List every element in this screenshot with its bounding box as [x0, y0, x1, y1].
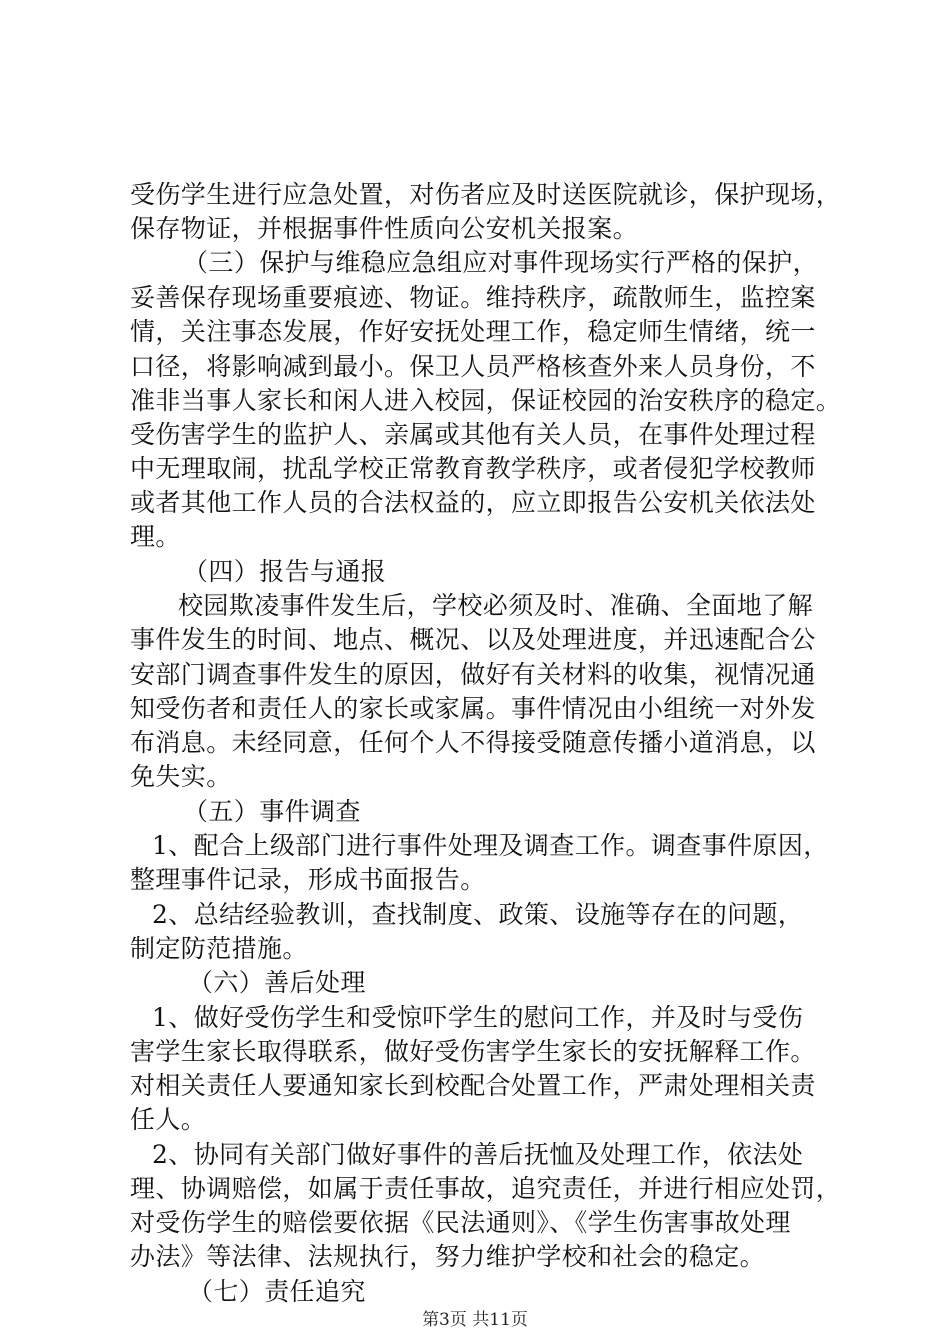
text-line: 事件发生的时间、地点、概况、以及处理进度，并迅速配合公: [130, 625, 816, 654]
text-line: 校园欺凌事件发生后，学校必须及时、准确、全面地了解: [178, 591, 814, 620]
text-line: 整理事件记录，形成书面报告。: [130, 865, 486, 894]
text-line: 保存物证，并根据事件性质向公安机关报案。: [130, 214, 639, 243]
text-line: 准非当事人家长和闲人进入校园，保证校园的治安秩序的稳定。: [130, 386, 842, 415]
text-line: 2、协同有关部门做好事件的善后抚恤及处理工作，依法处: [152, 1140, 804, 1169]
section-heading-5: （五）事件调查: [183, 797, 361, 826]
section-heading-4: （四）报告与通报: [183, 557, 387, 586]
text-line: 任人。: [130, 1105, 207, 1134]
text-line: 2、总结经验教训，查找制度、政策、设施等存在的问题，: [152, 900, 804, 929]
text-line: 理、协调赔偿，如属于责任事故，追究责任，并进行相应处罚，: [130, 1174, 842, 1203]
page-number-footer: 第3页 共11页: [422, 1310, 528, 1330]
text-line: 安部门调查事件发生的原因，做好有关材料的收集，视情况通: [130, 660, 816, 689]
text-line: 办法》等法律、法规执行，努力维护学校和社会的稳定。: [130, 1242, 766, 1271]
text-line: 制定防范措施。: [130, 934, 308, 963]
text-line: 受伤害学生的监护人、亲属或其他有关人员，在事件处理过程: [130, 420, 816, 449]
section-heading-3: （三）保护与维稳应急组应对事件现场实行严格的保护，: [183, 248, 819, 277]
text-line: 中无理取闹，扰乱学校正常教育教学秩序，或者侵犯学校教师: [130, 454, 816, 483]
section-heading-6: （六）善后处理: [188, 968, 366, 997]
text-line: 理。: [130, 522, 181, 551]
text-line: 对受伤学生的赔偿要依据《民法通则》、《学生伤害事故处理: [130, 1208, 791, 1237]
text-line: 布消息。未经同意，任何个人不得接受随意传播小道消息，以: [130, 728, 816, 757]
section-heading-7: （七）责任追究: [188, 1277, 366, 1306]
text-line: 妥善保存现场重要痕迹、物证。维持秩序，疏散师生，监控案: [130, 283, 816, 312]
text-line: 1、做好受伤学生和受惊吓学生的慰问工作，并及时与受伤: [152, 1003, 804, 1032]
text-line: 免失实。: [130, 762, 232, 791]
text-line: 害学生家长取得联系，做好受伤害学生家长的安抚解释工作。: [130, 1037, 816, 1066]
text-line: 或者其他工作人员的合法权益的，应立即报告公安机关依法处: [130, 488, 816, 517]
text-line: 知受伤者和责任人的家长或家属。事件情况由小组统一对外发: [130, 694, 816, 723]
text-line: 口径，将影响减到最小。保卫人员严格核查外来人员身份，不: [130, 352, 816, 381]
text-line: 情，关注事态发展，作好安抚处理工作，稳定师生情绪，统一: [130, 317, 816, 346]
text-line: 对相关责任人要通知家长到校配合处置工作，严肃处理相关责: [130, 1071, 816, 1100]
text-line: 受伤学生进行应急处置，对伤者应及时送医院就诊，保护现场，: [130, 180, 842, 209]
text-line: 1、配合上级部门进行事件处理及调查工作。调查事件原因，: [152, 831, 829, 860]
